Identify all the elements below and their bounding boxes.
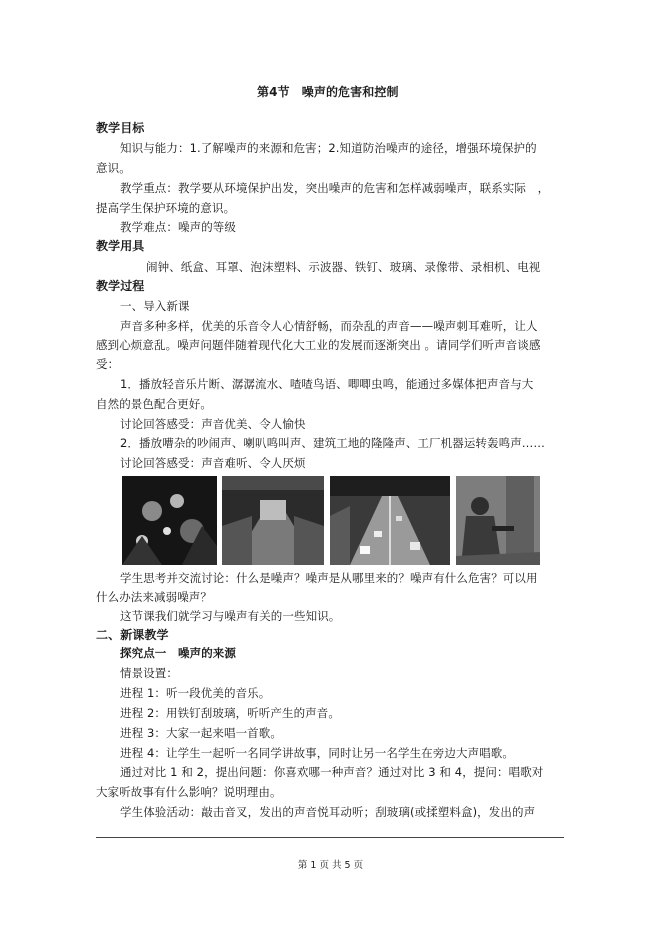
section-heading-process: 教学过程 — [96, 279, 145, 293]
text-line: 通过对比 1 和 2，提出问题：你喜欢哪一种声音？通过对比 3 和 4，提问：唱歌对 — [120, 765, 544, 779]
text-line: 进程 4：让学生一起听一名同学讲故事，同时让另一名学生在旁边大声唱歌。 — [120, 746, 514, 760]
photo-logging — [456, 476, 540, 565]
text-line: 讨论回答感受：声音优美、令人愉快 — [120, 417, 306, 431]
subsection-title: 一、导入新课 — [120, 299, 190, 313]
section-heading-tools: 教学用具 — [96, 239, 145, 253]
text-line: 声音多种多样，优美的乐音令人心情舒畅，而杂乱的声音——噪声刺耳难听，让人 — [120, 319, 538, 333]
footer-divider — [96, 837, 564, 838]
text-line: 什么办法来减弱噪声？ — [96, 590, 212, 604]
text-line: 进程 1：听一段优美的音乐。 — [120, 686, 271, 700]
photo-stage — [222, 476, 324, 565]
photo-concert — [122, 476, 217, 565]
text-line: 学生思考并交流讨论：什么是噪声？噪声是从哪里来的？噪声有什么危害？可以用 — [120, 571, 538, 585]
text-line: 闹钟、纸盒、耳罩、泡沫塑料、示波器、铁钉、玻璃、录像带、录相机、电视 — [146, 260, 541, 274]
text-line: 这节课我们就学习与噪声有关的一些知识。 — [120, 609, 341, 623]
section-heading-new: 二、新课教学 — [96, 628, 169, 642]
photo-highway — [330, 476, 450, 565]
text-line: 大家听故事有什么影响？说明理由。 — [96, 785, 282, 799]
text-line: 感到心烦意乱。噪声问题伴随着现代化大工业的发展而逐渐突出 。请同学们听声音谈感 — [96, 338, 541, 352]
text-line: 进程 2：用铁钉刮玻璃，听听产生的声音。 — [120, 706, 340, 720]
text-line: 意识。 — [96, 161, 131, 175]
text-line: 教学重点：教学要从环境保护出发，突出噪声的危害和怎样减弱噪声，联系实际 ， — [120, 181, 550, 195]
text-line: 2．播放嘈杂的吵闹声、喇叭鸣叫声、建筑工地的隆隆声、工厂机器运转轰鸣声…… — [120, 436, 546, 450]
text-line: 讨论回答感受：声音难听、令人厌烦 — [120, 456, 306, 470]
page-number: 第 1 页 共 5 页 — [297, 860, 364, 871]
subsection-title: 探究点一 噪声的来源 — [120, 646, 236, 660]
text-line: 自然的景色配合更好。 — [96, 397, 212, 411]
text-line: 1．播放轻音乐片断、潺潺流水、喳喳鸟语、唧唧虫鸣，能通过多媒体把声音与大 — [120, 377, 534, 391]
text-line: 教学难点：噪声的等级 — [120, 220, 236, 234]
text-line: 受： — [96, 357, 120, 371]
text-line: 进程 3：大家一起来唱一首歌。 — [120, 726, 282, 740]
text-line: 知识与能力：1.了解噪声的来源和危害；2.知道防治噪声的途径，增强环境保护的 — [120, 141, 537, 155]
text-line: 提高学生保护环境的意识。 — [96, 201, 236, 215]
page-title: 第4节 噪声的危害和控制 — [257, 85, 399, 99]
text-line: 学生体验活动：敲击音叉，发出的声音悦耳动听；刮玻璃(或揉塑料盒)，发出的声 — [120, 805, 536, 819]
section-heading-goals: 教学目标 — [96, 121, 145, 135]
text-line: 情景设置： — [120, 666, 178, 680]
